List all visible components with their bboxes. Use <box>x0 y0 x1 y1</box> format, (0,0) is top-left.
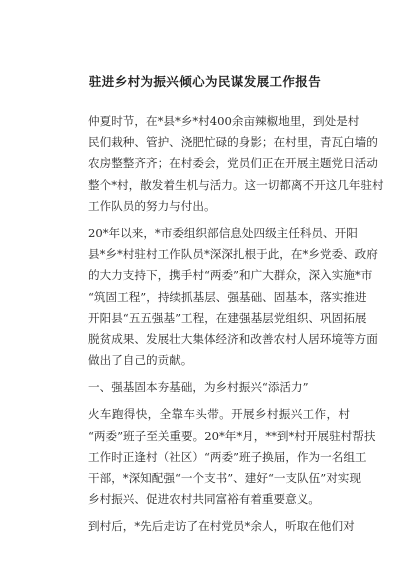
text-line: 到村后，*先后走访了在村党员*余人，听取在他们对 <box>88 519 355 534</box>
text-line: 县*乡*村驻村工作队员*深深扎根于此，在*乡党委、政府 <box>88 247 378 262</box>
text-line: 火车跑得快，全靠车头带。开展乡村振兴工作，村 <box>88 407 350 422</box>
text-line: 民们栽种、管护、浇肥忙碌的身影；在村里，青瓦白墙的 <box>88 135 378 150</box>
text-line: 干部，*深知配强“一个支书”、建好“一支队伍”对实现 <box>88 471 361 485</box>
paragraph <box>88 223 378 371</box>
text-line: 工作队员的努力与付出。 <box>88 198 216 213</box>
text-line: 20*年以来，*市委组织部信息处四级主任科员、开阳 <box>88 225 358 240</box>
paragraph <box>88 516 355 537</box>
text-line: 工作时正逢村（社区）“两委”班子换届，作为一名组工 <box>88 449 367 464</box>
text-line: 乡村振兴、促进农村共同富裕有着重要意义。 <box>88 492 320 507</box>
text-line: “筑固工程”，持续抓基层、强基础、固基本，落实推进 <box>88 289 367 304</box>
paragraph <box>88 404 376 510</box>
document-title: 驻进乡村为振兴倾心为民谋发展工作报告 <box>88 74 322 89</box>
text-line: “两委”班子至关重要。20*年*月，**到*村开展驻村帮扶 <box>88 428 376 443</box>
text-line: 开阳县“五五强基”工程，在建强基层党组织、巩固拓展 <box>88 310 367 325</box>
text-line: 农房整整齐齐；在村委会，党员们正在开展主题党日活动 <box>88 156 378 171</box>
document-body <box>88 111 384 538</box>
text-line: 的大力支持下，携手村“两委”和广大群众，深入实施*市 <box>88 268 373 283</box>
section-heading <box>88 377 350 398</box>
text-line: 做出了自己的贡献。 <box>88 353 193 368</box>
text-line: 脱贫成果、发展壮大集体经济和改善农村人居环境等方面 <box>88 331 378 346</box>
text-line: 仲夏时节，在*县*乡*村400余亩辣椒地里，到处是村 <box>88 114 360 128</box>
paragraph <box>88 111 384 217</box>
text-line: 整个*村，散发着生机与活力。这一切都离不开这几年驻村 <box>88 177 384 192</box>
text-line: 一、强基固本夯基础，为乡村振兴“添活力” <box>88 380 309 395</box>
